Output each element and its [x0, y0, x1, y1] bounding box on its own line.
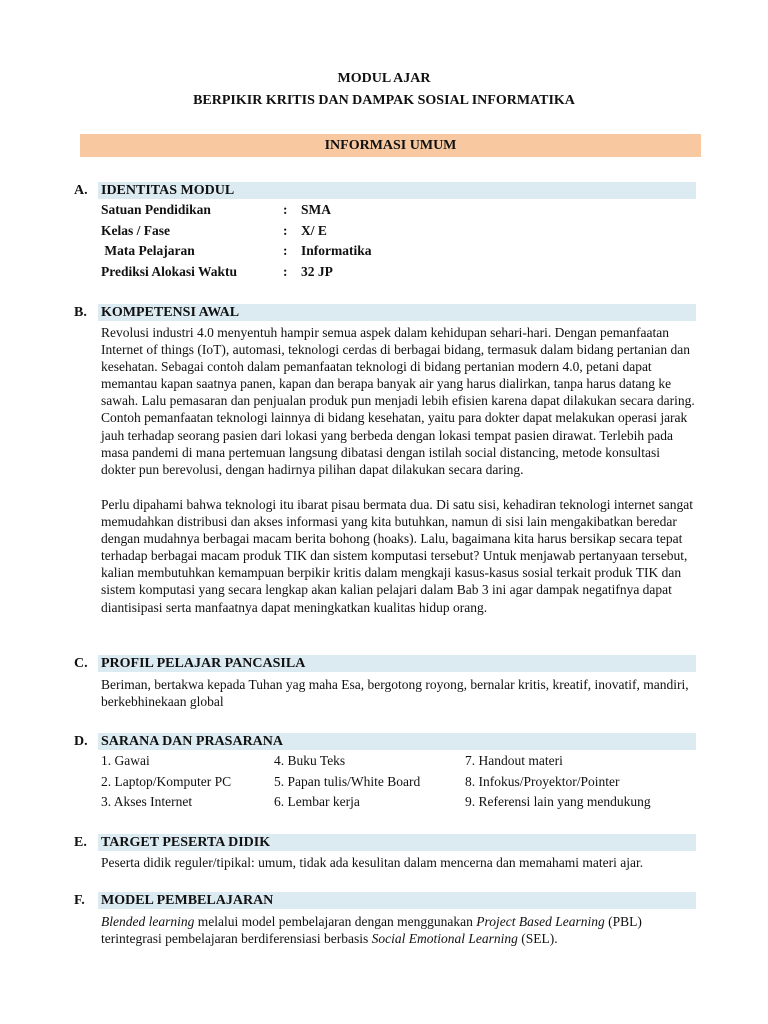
sel-term: Social Emotional Learning — [371, 931, 518, 947]
section-e-title: TARGET PESERTA DIDIK — [101, 835, 271, 850]
facility-item: 7. Handout materi — [465, 753, 563, 768]
facility-item: 5. Papan tulis/White Board — [274, 774, 421, 789]
section-e-letter: E. — [74, 835, 87, 850]
identity-separator: : — [283, 202, 288, 217]
section-b-title: KOMPETENSI AWAL — [101, 305, 240, 320]
pbl-term: Project Based Learning — [476, 914, 605, 929]
section-b-letter: B. — [74, 305, 87, 320]
identity-key: Prediksi Alokasi Waktu — [101, 264, 238, 279]
blended-learning-term: Blended learning — [101, 914, 195, 929]
general-info-banner: INFORMASI UMUM — [80, 134, 701, 157]
section-d-letter: D. — [74, 734, 88, 749]
facility-item: 2. Laptop/Komputer PC — [101, 774, 232, 789]
facility-item: 6. Lembar kerja — [274, 794, 360, 809]
section-a-letter: A. — [74, 183, 88, 198]
section-c-title: PROFIL PELAJAR PANCASILA — [101, 656, 306, 671]
module-subtitle: BERPIKIR KRITIS DAN DAMPAK SOSIAL INFORMATIKA — [193, 93, 575, 108]
identity-value: X/ E — [301, 223, 327, 238]
facility-item: 4. Buku Teks — [274, 753, 346, 768]
facility-item: 9. Referensi lain yang mendukung — [465, 794, 651, 809]
section-f-letter: F. — [74, 893, 85, 908]
target-students-text: Peserta didik reguler/tipikal: umum, tidak ada kesulitan dalam mencerna dan memahami materi ajar. — [101, 855, 644, 870]
competency-paragraph-2: Perlu dipahami bahwa teknologi itu ibarat pisau bermata dua. Di satu sisi, kehadiran teknologi internet sangat memudahkan distribusi dan akses informasi yang kita butuhkan, namun di sisi lain mengakibatkan beredar dengan mudahnya berbagai macam berita bohong (hoaks). Lalu, bagaimana kita harus bersikap secara tepat terhadap berbagai macam produk TIK dan sistem komputasi tersebut? Untuk menjawab pertanyaan tersebut, kalian membutuhkan kemampuan berpikir kritis dalam mengkaji kasus-kasus sosial terkait produk TIK dan sistem komputasi yang secara lengkap akan kalian pelajari dalam Bab 3 ini agar dampak negatifnya dapat diantisipasi serta manfaatnya dapat meningkatkan kualitas hidup orang. — [101, 497, 693, 615]
identity-value: SMA — [301, 202, 331, 217]
module-title: MODUL AJAR — [337, 71, 431, 86]
learning-model-text-part: (PBL) terintegrasi pembelajaran berdiferensiasi berbasis — [101, 914, 642, 947]
identity-key: Mata Pelajaran — [101, 243, 195, 258]
identity-separator: : — [283, 243, 288, 258]
competency-paragraph-1: Revolusi industri 4.0 menyentuh hampir semua aspek dalam kehidupan sehari-hari. Dengan pemanfaatan Internet of things (IoT), automasi, teknologi cerdas di berbagai bidang, termasuk dalam bidang pertanian dan kesehatan. Sebagai contoh dalam pemanfaatan teknologi di bidang pertanian modern 4.0, petani dapat memantau kapan saatnya panen, kapan dan berapa banyak air yang harus dialirkan, tanpa harus datang ke sawah. Lalu pemasaran dan penjualan produk pun menjadi lebih efisien karena dapat dilakukan secara daring. Contoh pemanfaatan teknologi lainnya di bidang kesehatan, yaitu para dokter dapat melakukan operasi jarak jauh terhadap seorang pasien dari lokasi yang berbeda dengan lokasi tempat pasien dirawat. Terlebih pada masa pandemi di mana pertemuan langsung dibatasi dengan istilah social distancing, metode konsultasi dokter pun berevolusi, dengan hadirnya pilihan dapat dilakukan secara daring. — [101, 325, 695, 477]
learning-model-text-part: (SEL). — [517, 931, 558, 947]
learning-model-text — [101, 913, 695, 947]
learning-model-text-part: melalui model pembelajaran dengan menggunakan — [194, 914, 477, 929]
identity-value: 32 JP — [301, 264, 333, 279]
identity-separator: : — [283, 223, 288, 238]
facility-item: 8. Infokus/Proyektor/Pointer — [465, 774, 620, 789]
facility-item: 3. Akses Internet — [101, 794, 193, 809]
section-c-letter: C. — [74, 656, 88, 671]
section-f-title: MODEL PEMBELAJARAN — [101, 893, 274, 908]
section-a-title: IDENTITAS MODUL — [101, 183, 235, 198]
identity-separator: : — [283, 264, 288, 279]
pancasila-profile-text: Beriman, bertakwa kepada Tuhan yag maha Esa, bergotong royong, bernalar kritis, kreatif, inovatif, mandiri, berkebhinekaan global — [101, 677, 689, 710]
identity-value: Informatika — [301, 243, 372, 258]
identity-key: Satuan Pendidikan — [101, 202, 211, 217]
identity-key: Kelas / Fase — [101, 223, 170, 238]
facility-item: 1. Gawai — [101, 753, 150, 768]
section-d-title: SARANA DAN PRASARANA — [101, 734, 284, 749]
